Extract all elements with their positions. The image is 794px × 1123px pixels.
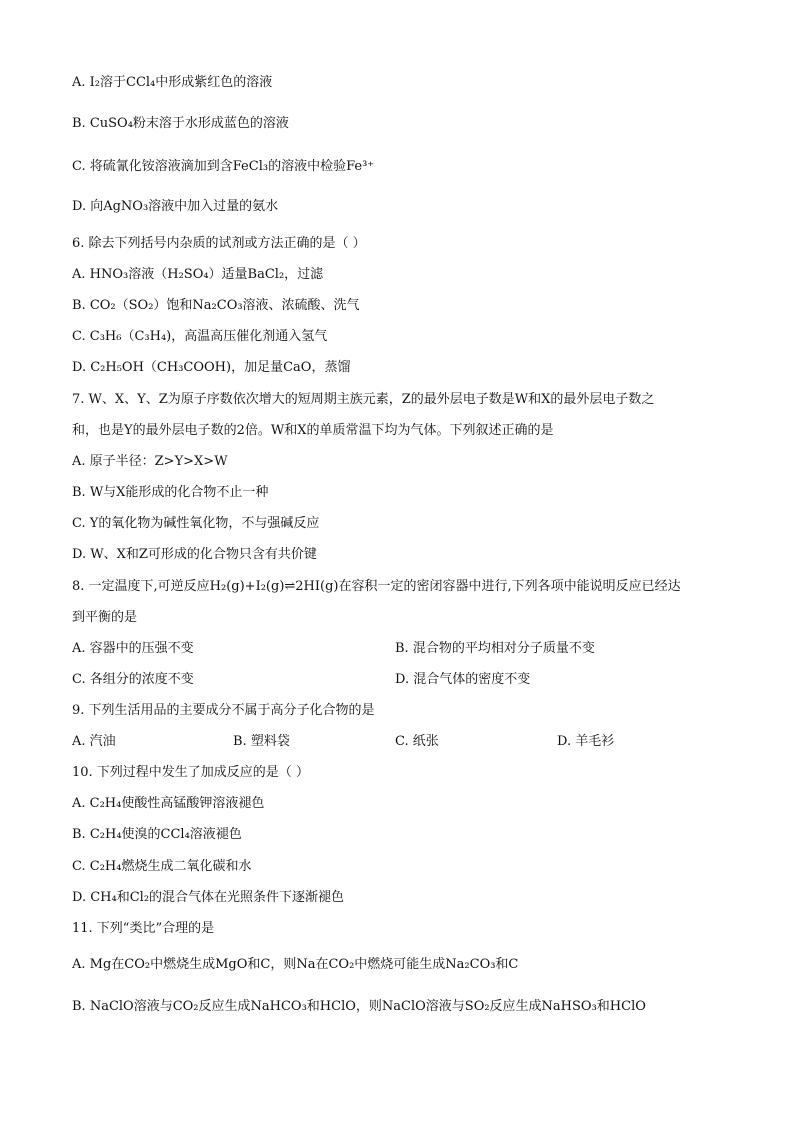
text-line: B. NaClO溶液与CO₂反应生成NaHCO₃和HClO，则NaClO溶液与SO₂反应生成NaHSO₃和HClO bbox=[72, 999, 646, 1014]
text-line: 9. 下列生活用品的主要成分不属于高分子化合物的是 bbox=[72, 703, 375, 718]
text-line: A. Mg在CO₂中燃烧生成MgO和C，则Na在CO₂中燃烧可能生成Na₂CO₃和C bbox=[72, 957, 519, 972]
text-line: C. C₃H₆（C₃H₄)，高温高压催化剂通入氢气 bbox=[72, 329, 328, 344]
text-line: A. I₂溶于CCl₄中形成紫红色的溶液 bbox=[72, 75, 273, 90]
text-line: C. C₂H₄燃烧生成二氧化碳和水 bbox=[72, 859, 252, 874]
text-line: D. CH₄和Cl₂的混合气体在光照条件下逐渐褪色 bbox=[72, 890, 345, 905]
text-line: 7. W、X、Y、Z为原子序数依次增大的短周期主族元素，Z的最外层电子数是W和X的最外层电子数之 bbox=[72, 392, 655, 407]
text-line: 到平衡的是 bbox=[72, 610, 138, 625]
text-line: 8. 一定温度下,可逆反应H₂(g)+I₂(g)⇌2HI(g)在容积一定的密闭容器中进行,下列各项中能说明反应已经达 bbox=[72, 579, 681, 594]
text-line: A. 原子半径：Z>Y>X>W bbox=[72, 454, 228, 469]
text-line: 10. 下列过程中发生了加成反应的是（ ） bbox=[72, 765, 309, 780]
text-line: C. Y的氧化物为碱性氧化物，不与强碱反应 bbox=[72, 516, 320, 531]
text-line: B. CuSO₄粉末溶于水形成蓝色的溶液 bbox=[72, 116, 289, 131]
answer-option: C. 纸张 bbox=[395, 734, 439, 749]
text-line: C. 将硫氰化铵溶液滴加到含FeCl₃的溶液中检验Fe³⁺ bbox=[72, 159, 375, 174]
answer-option: C. 各组分的浓度不变 bbox=[72, 672, 194, 687]
text-line: 6. 除去下列括号内杂质的试剂或方法正确的是（ ） bbox=[72, 236, 366, 251]
answer-option: A. 容器中的压强不变 bbox=[72, 641, 194, 656]
text-line: A. HNO₃溶液（H₂SO₄）适量BaCl₂，过滤 bbox=[72, 267, 324, 282]
text-line: 和，也是Y的最外层电子数的2倍。W和X的单质常温下均为气体。下列叙述正确的是 bbox=[72, 423, 554, 438]
text-line: 11. 下列“类比”合理的是 bbox=[72, 921, 215, 936]
text-line: A. C₂H₄使酸性高锰酸钾溶液褪色 bbox=[72, 796, 265, 811]
answer-option: B. 混合物的平均相对分子质量不变 bbox=[395, 641, 595, 656]
text-line: D. 向AgNO₃溶液中加入过量的氨水 bbox=[72, 199, 279, 214]
answer-option: A. 汽油 bbox=[72, 734, 116, 749]
text-line: D. C₂H₅OH（CH₃COOH)，加足量CaO，蒸馏 bbox=[72, 360, 351, 375]
text-line: B. C₂H₄使溴的CCl₄溶液褪色 bbox=[72, 827, 242, 842]
answer-option: B. 塑料袋 bbox=[233, 734, 290, 749]
text-line: B. CO₂（SO₂）饱和Na₂CO₃溶液、浓硫酸、洗气 bbox=[72, 298, 360, 313]
text-line: B. W与X能形成的化合物不止一种 bbox=[72, 485, 269, 500]
answer-option: D. 混合气体的密度不变 bbox=[395, 672, 531, 687]
text-line: D. W、X和Z可形成的化合物只含有共价键 bbox=[72, 547, 317, 562]
answer-option: D. 羊毛衫 bbox=[557, 734, 615, 749]
